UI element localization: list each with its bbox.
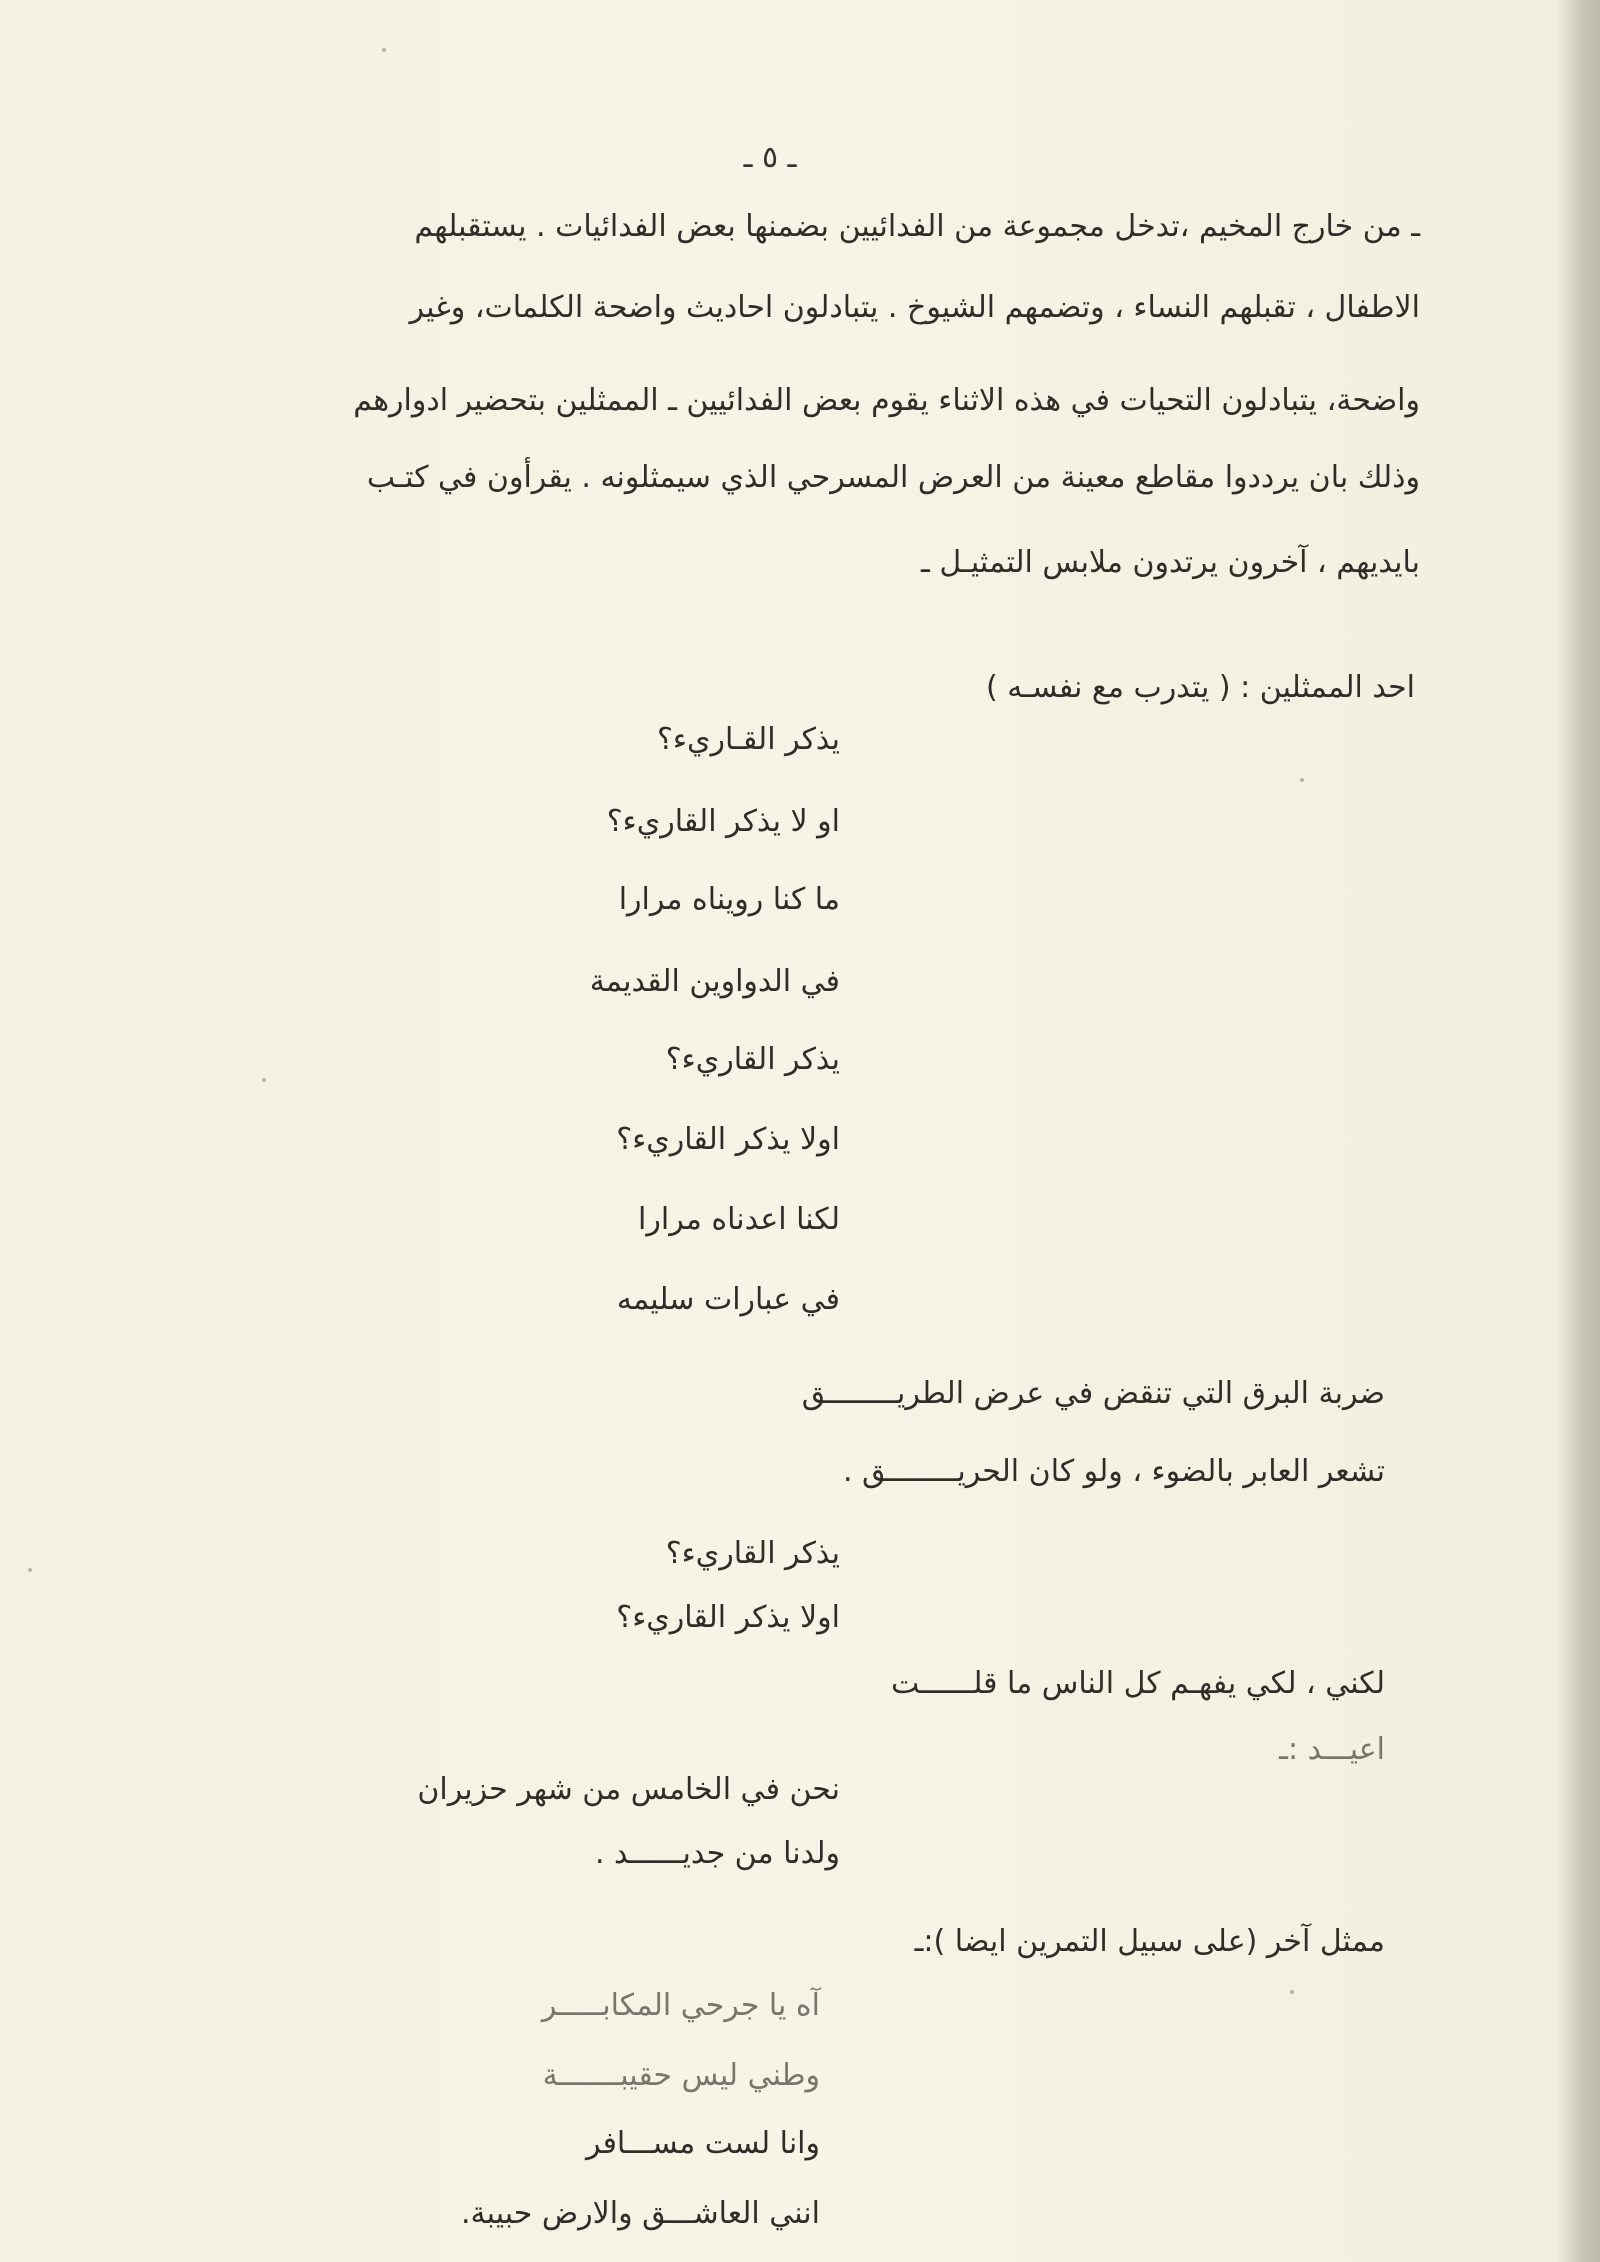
verse-line: ولدنا من جديــــــد . <box>594 1836 840 1871</box>
verse-line: يذكر القاريء؟ <box>665 1042 840 1077</box>
paper-speck <box>262 1078 266 1082</box>
stage-direction-line-1: ـ من خارج المخيم ،تدخل مجموعة من الفدائيين بضمنها بعض الفدائيات . يستقبلهم <box>414 209 1420 244</box>
verse-line: وانا لست مســـافر <box>586 2126 820 2161</box>
stage-direction-line-4: وذلك بان يرددوا مقاطع معينة من العرض المسرحي الذي سيمثلونه . يقرأون في كتـب <box>366 460 1420 495</box>
page-number: ـ ٥ ـ <box>743 140 797 175</box>
repeat-line: اعيـــد :ـ <box>1279 1732 1385 1767</box>
verse-line: انني العاشـــق والارض حبيبة. <box>461 2196 820 2231</box>
paper-speck <box>28 1568 32 1572</box>
verse-line: يذكر القاريء؟ <box>665 1536 840 1571</box>
long-verse-line: تشعر العابر بالضوء ، ولو كان الحريــــــــق . <box>842 1454 1385 1489</box>
verse-line: ما كنا رويناه مرارا <box>618 882 840 917</box>
stage-direction-line-3: واضحة، يتبادلون التحيات في هذه الاثناء يقوم بعض الفدائيين ـ الممثلين بتحضير ادوارهم <box>353 383 1420 418</box>
verse-line: يذكر القـاريء؟ <box>656 722 840 757</box>
verse-line: آه يا جرحي المكابـــــر <box>541 1988 820 2023</box>
verse-line: اولا يذكر القاريء؟ <box>616 1122 840 1157</box>
actor-two-label: ممثل آخر (على سبيل التمرين ايضا ):ـ <box>914 1924 1385 1959</box>
verse-line: نحن في الخامس من شهر حزيران <box>417 1772 840 1807</box>
paper-speck <box>1290 1990 1294 1994</box>
actor-one-label: احد الممثلين : ( يتدرب مع نفسـه ) <box>985 670 1415 705</box>
verse-line: في الدواوين القديمة <box>589 964 840 999</box>
verse-line: وطني ليس حقيبـــــــة <box>542 2058 820 2093</box>
verse-line: في عبارات سليمه <box>616 1282 840 1317</box>
verse-line: او لا يذكر القاريء؟ <box>606 804 840 839</box>
long-verse-line: ضربة البرق التي تنقض في عرض الطريــــــــق <box>801 1376 1385 1411</box>
paper-speck <box>1300 778 1304 782</box>
long-verse-line: لكني ، لكي يفهـم كل الناس ما قلــــــت <box>891 1666 1385 1701</box>
page-binding-edge <box>1556 0 1600 2262</box>
stage-direction-line-5: بايديهم ، آخرون يرتدون ملابس التمثيـل ـ <box>921 545 1420 580</box>
stage-direction-line-2: الاطفال ، تقبلهم النساء ، وتضمهم الشيوخ . يتبادلون احاديث واضحة الكلمات، وغير <box>409 290 1420 325</box>
verse-line: اولا يذكر القاريء؟ <box>616 1600 840 1635</box>
verse-line: لكنا اعدناه مرارا <box>638 1202 840 1237</box>
paper-speck <box>382 48 386 52</box>
